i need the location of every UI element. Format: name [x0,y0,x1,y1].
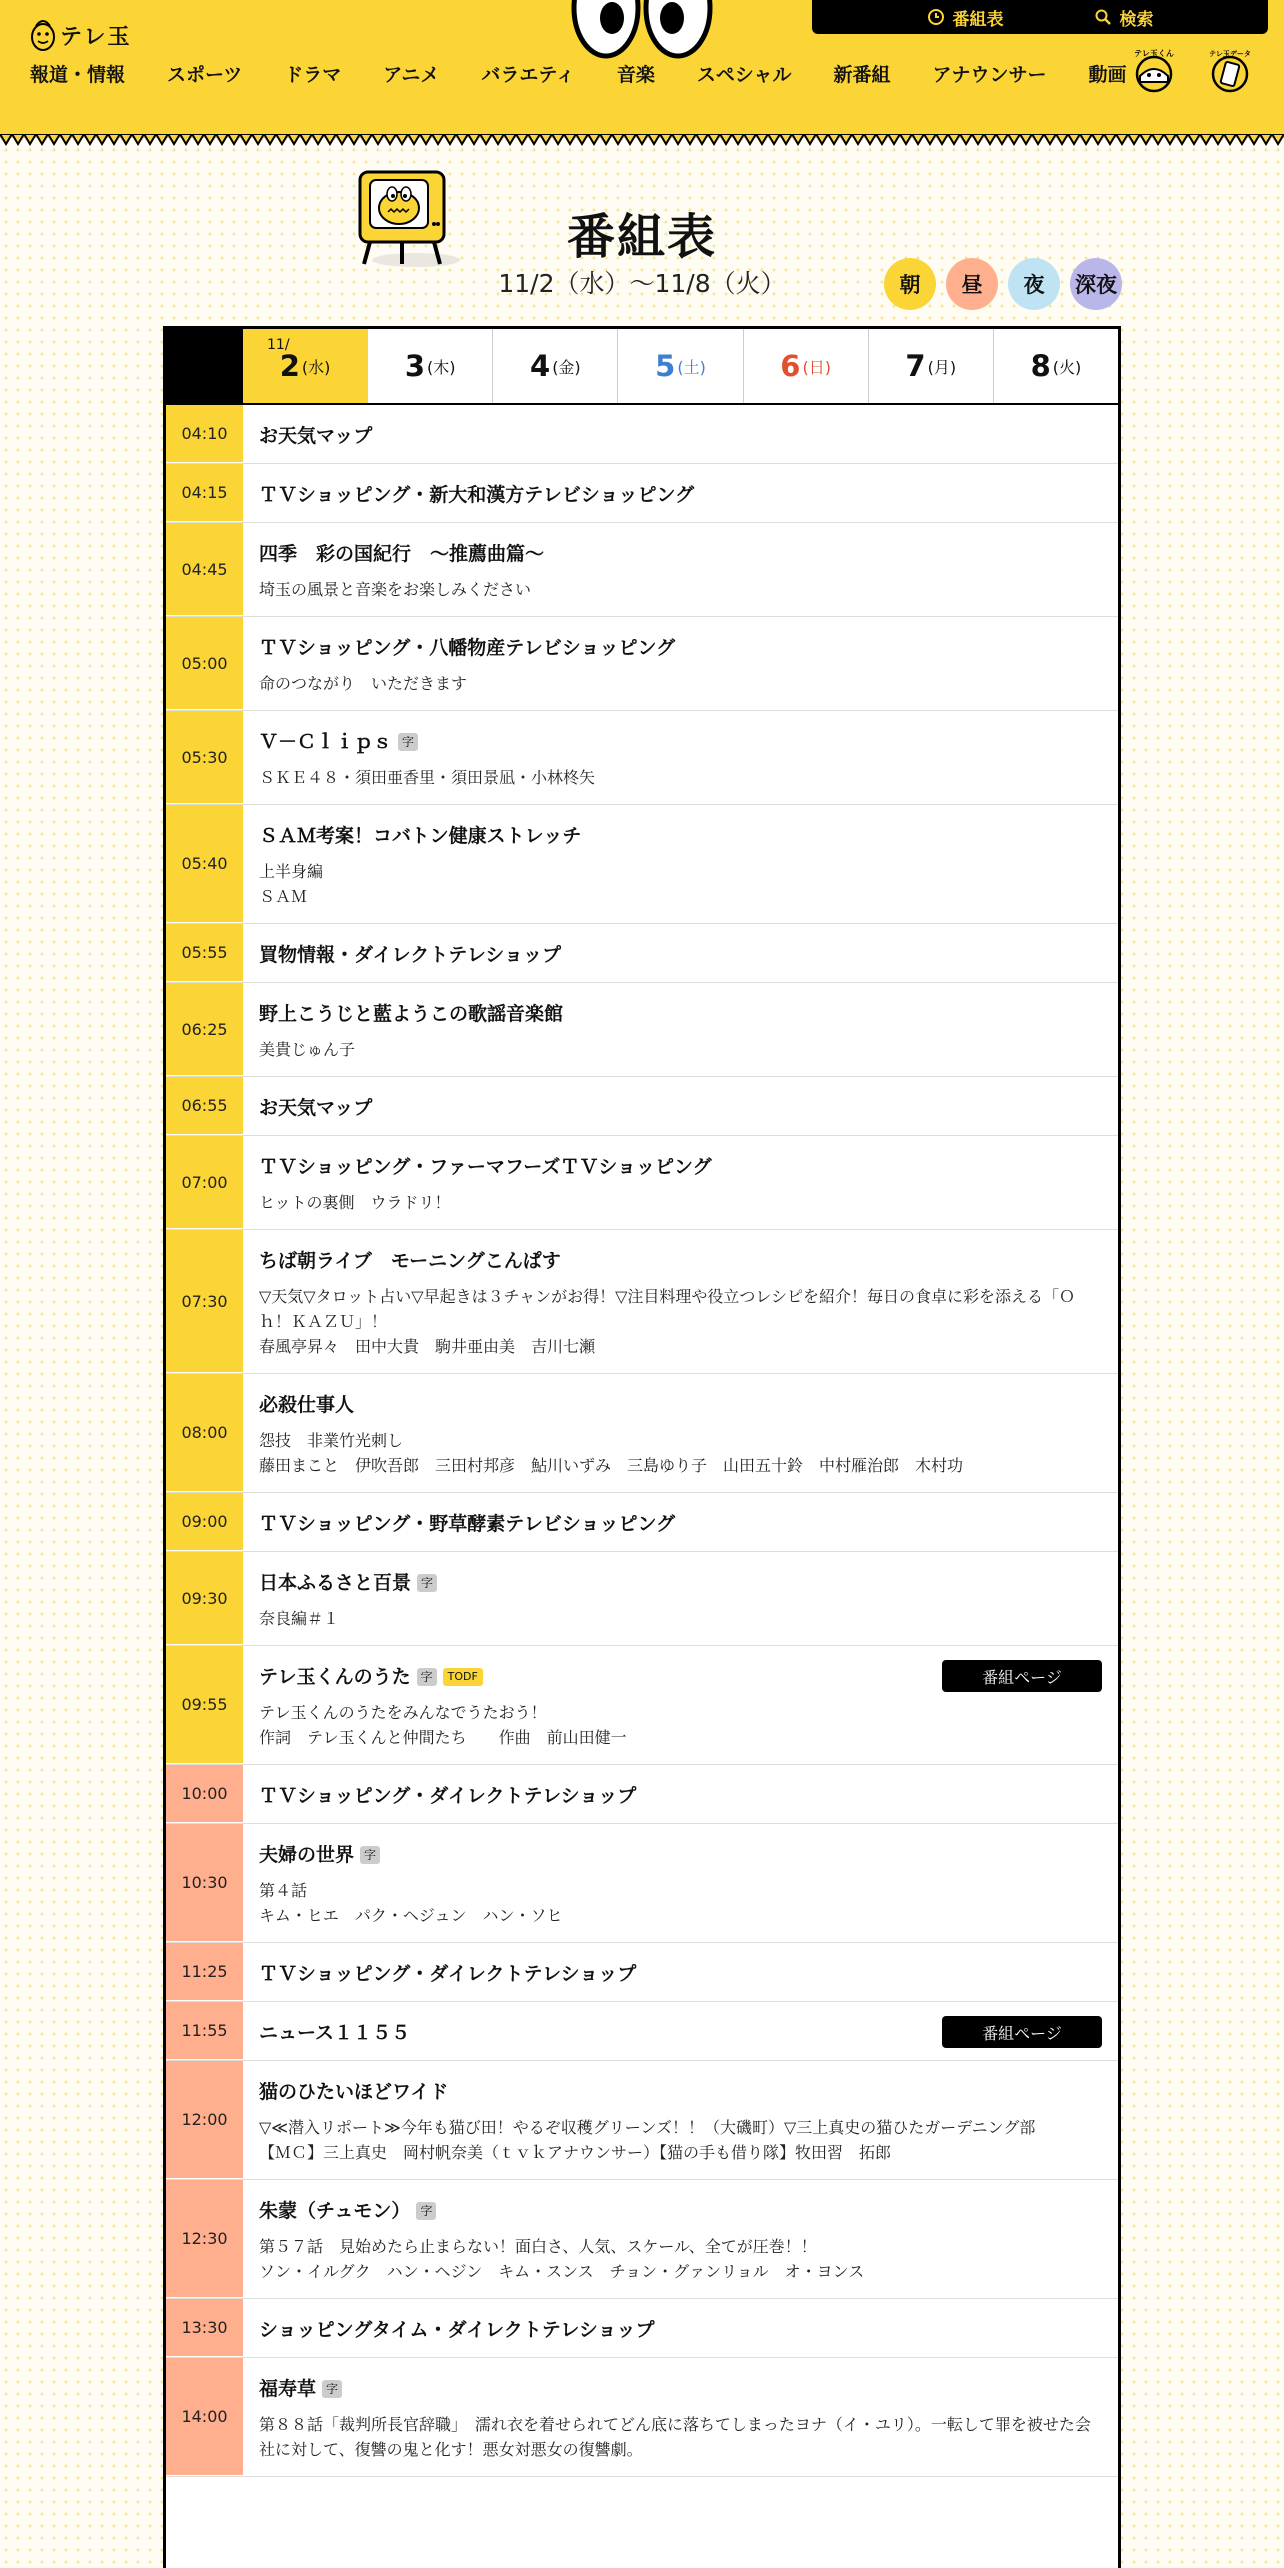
program-description: 第４話 キム・ヒエ パク・ヘジュン ハン・ソヒ [259,1881,563,1925]
night-button[interactable]: 夜 [1008,258,1060,310]
program-cell [243,1230,1118,1373]
program-title[interactable]: ＴＶショッピング・ファーマフーズＴＶショッピング [259,1156,712,1178]
program-page-button[interactable]: 番組ページ [942,1660,1102,1692]
daytime-button[interactable]: 昼 [946,258,998,310]
day-tab-month: 11/ [267,337,290,353]
day-tab[interactable] [493,329,618,403]
program-time: 10:30 [166,1824,243,1942]
program-time: 12:30 [166,2180,243,2298]
program-cell [243,1943,1118,2001]
data-broadcast-icon[interactable] [1206,48,1254,96]
program-title[interactable]: ショッピングタイム・ダイレクトテレショップ [259,2319,655,2341]
program-row[interactable] [166,1824,1118,1943]
program-title[interactable]: お天気マップ [259,425,373,447]
program-row[interactable] [166,523,1118,617]
site-header [0,0,1284,138]
program-time: 09:55 [166,1646,243,1764]
program-title[interactable]: ＴＶショッピング・野草酵素テレビショッピング [259,1513,676,1535]
program-title[interactable]: ＴＶショッピング・ダイレクトテレショップ [259,1785,637,1807]
day-tab-number: 8 [1030,349,1051,383]
program-cell [243,2061,1118,2179]
program-title[interactable]: ＴＶショッピング・新大和漢方テレビショッピング [259,484,695,506]
day-tab[interactable] [618,329,743,403]
program-time: 04:15 [166,464,243,522]
program-time: 05:40 [166,805,243,923]
program-cell [243,2358,1118,2476]
program-time: 08:00 [166,1374,243,1492]
program-time: 12:00 [166,2061,243,2179]
program-title-line [259,1961,1102,1987]
program-cell [243,1374,1118,1492]
program-cell [243,1136,1118,1229]
site-logo[interactable] [30,18,132,52]
program-cell [243,2299,1118,2357]
program-row[interactable] [166,2358,1118,2477]
program-title[interactable]: Ｖ－Ｃｌｉｐｓ [259,731,393,753]
program-title-line [259,1842,1102,1868]
program-cell [243,617,1118,710]
mascot-eyes-icon [568,0,716,60]
day-tab-weekday: (金) [552,357,581,377]
nav-drama[interactable]: ドラマ [284,64,342,86]
day-tab-weekday: (水) [301,357,331,377]
program-title[interactable]: 猫のひたいほどワイド [259,2081,449,2103]
program-title[interactable]: 必殺仕事人 [259,1394,355,1416]
program-title-line [259,823,1102,849]
program-title-line [259,423,1102,449]
day-tab-weekday: (日) [802,357,831,377]
nav-sports[interactable]: スポーツ [167,64,243,86]
program-time: 11:55 [166,2002,243,2060]
todf-badge: TODF [443,1668,483,1686]
program-title[interactable]: 四季 彩の国紀行 ～推薦曲篇～ [259,543,545,565]
program-cell [243,1646,1118,1764]
program-time: 05:55 [166,924,243,982]
schedule-table [163,326,1121,2568]
program-title-line [259,1154,1102,1180]
program-cell [243,2002,1118,2060]
program-title[interactable]: 日本ふるさと百景 [259,1572,412,1594]
clock-icon [927,8,945,26]
program-row[interactable] [166,1077,1118,1136]
program-cell [243,1824,1118,1942]
program-title-line [259,1570,1102,1596]
program-row[interactable] [166,2299,1118,2358]
program-cell [243,1493,1118,1551]
program-title-line [259,541,1102,567]
program-description: 埼玉の風景と音楽をお楽しみください [259,580,532,599]
program-row[interactable] [166,1374,1118,1493]
program-cell [243,2180,1118,2298]
day-tab-weekday: (土) [677,357,706,377]
program-time: 11:25 [166,1943,243,2001]
program-time: 05:30 [166,711,243,804]
program-cell [243,1552,1118,1645]
day-tabs [166,329,1118,405]
program-title-line [259,2079,1102,2105]
tele-tama-kun-icon[interactable] [1130,48,1178,96]
nav-variety[interactable]: バラエティ [481,64,575,86]
logo-text: テレ玉 [60,24,132,50]
program-row[interactable] [166,1765,1118,1824]
day-tab-number: 6 [780,349,801,383]
program-description: 第８８話「裁判所長官辞職」 濡れ衣を着せられてどん底に落ちてしまったヨナ（イ・ユリ）。一転して罪を被せた会社に対して、復讐の鬼と化す！悪女対悪女の復讐劇。 [259,2415,1091,2459]
program-time: 04:45 [166,523,243,616]
main-nav [30,60,1127,87]
program-description: 命のつながり いただきます [259,674,468,693]
schedule-link-label: 番組表 [952,9,1004,30]
program-time: 14:00 [166,2358,243,2476]
time-of-day-filter [884,258,1122,310]
top-utility-bar [812,0,1268,34]
nav-news[interactable]: 報道・情報 [30,64,126,86]
program-title[interactable]: ＴＶショッピング・八幡物産テレビショッピング [259,637,676,659]
program-title[interactable]: ＳＡＭ考案！コバトン健康ストレッチ [259,825,582,847]
program-row[interactable] [166,2061,1118,2180]
table-corner [166,329,243,403]
search-icon [1094,8,1112,26]
program-row[interactable] [166,1493,1118,1552]
program-title[interactable]: ＴＶショッピング・ダイレクトテレショップ [259,1963,637,1985]
program-row[interactable] [166,405,1118,464]
program-description: 怨技 非業竹光刺し 藤田まこと 伊吹吾郎 三田村邦彦 鮎川いずみ 三島ゆり子 山田五十鈴 中村雁治郎 木村功 [259,1431,964,1475]
day-tab[interactable] [243,329,368,403]
program-title[interactable]: 買物情報・ダイレクトテレショップ [259,944,562,966]
subtitle-badge: 字 [360,1846,380,1864]
day-tab-weekday: (木) [427,357,456,377]
tele-tama-kun-label: テレ玉くん [1134,49,1174,58]
program-row[interactable] [166,924,1118,983]
schedule-link[interactable] [927,5,1004,30]
program-title[interactable]: 野上こうじと藍ようこの歌謡音楽館 [259,1003,564,1025]
program-row[interactable] [166,805,1118,924]
program-description: ▽≪潜入リポート≫今年も猫び田！やるぞ収穫グリーンズ！！（大磯町）▽三上真史の猫ひたガーデニング部 【ＭＣ】三上真史 岡村帆奈美（ｔｖｋアナウンサー）【猫の手も借り隊】牧田習 拓郎 [259,2118,1036,2162]
program-title-line [259,1248,1102,1274]
subtitle-badge: 字 [416,2202,436,2220]
program-time: 10:00 [166,1765,243,1823]
program-time: 09:30 [166,1552,243,1645]
program-description: 上半身編 ＳＡＭ [259,862,324,906]
program-row[interactable] [166,711,1118,805]
program-description: ＳＫＥ４８・須田亜香里・須田景凪・小林柊矢 [259,768,596,787]
late-night-button[interactable]: 深夜 [1070,258,1122,310]
program-title[interactable]: 福寿草 [259,2378,317,2400]
program-cell [243,1765,1118,1823]
program-title[interactable]: ちば朝ライブ モーニングこんぱす [259,1250,561,1272]
program-time: 06:55 [166,1077,243,1135]
data-broadcast-label: テレ玉データ [1209,50,1251,58]
program-title-line [259,1392,1102,1418]
program-title-line [259,2198,1102,2224]
subtitle-badge: 字 [322,2380,342,2398]
nav-announcers[interactable]: アナウンサー [932,64,1047,86]
program-list [166,405,1118,2477]
program-title-line [259,1001,1102,1027]
program-cell [243,405,1118,463]
subtitle-badge: 字 [398,733,418,751]
program-title-line [259,1511,1102,1537]
program-description: テレ玉くんのうたをみんなでうたおう！ 作詞 テレ玉くんと仲間たち 作曲 前山田健一 [259,1703,627,1747]
program-time: 04:10 [166,405,243,463]
nav-new-programs[interactable]: 新番組 [833,64,891,86]
header-zigzag-edge [0,134,1284,148]
program-title[interactable]: お天気マップ [259,1097,373,1119]
program-title[interactable]: 朱蒙（チュモン） [259,2200,411,2222]
program-description: ヒットの裏側 ウラドリ！ [259,1193,451,1212]
program-time: 06:25 [166,983,243,1076]
program-row[interactable] [166,464,1118,523]
day-tab-number: 5 [655,349,676,383]
subtitle-badge: 字 [417,1574,437,1592]
program-cell [243,1077,1118,1135]
program-cell [243,523,1118,616]
program-row[interactable] [166,1943,1118,2002]
program-description: 第５７話 見始めたら止まらない！面白さ、人気、スケール、全てが圧巻！！ ソン・イルグク ハン・ヘジン キム・スンス チョン・グァンリョル オ・ヨンス [259,2237,865,2281]
program-title[interactable]: 夫婦の世界 [259,1844,355,1866]
morning-button[interactable]: 朝 [884,258,936,310]
program-description: 奈良編＃１ [259,1609,340,1628]
day-tab-weekday: (火) [1052,357,1082,377]
search-link[interactable] [1094,5,1154,30]
program-row[interactable] [166,1552,1118,1646]
program-row[interactable] [166,2002,1118,2061]
program-title-line [259,729,1102,755]
nav-anime[interactable]: アニメ [383,64,440,86]
program-title-line [259,942,1102,968]
program-row[interactable] [166,1646,1118,1765]
program-row[interactable] [166,983,1118,1077]
day-tab[interactable] [744,329,869,403]
program-cell [243,464,1118,522]
program-title[interactable]: テレ玉くんのうた [259,1666,411,1688]
day-tab-number: 3 [404,349,426,383]
program-row[interactable] [166,1230,1118,1374]
program-time: 13:30 [166,2299,243,2357]
program-page-button[interactable]: 番組ページ [942,2016,1102,2048]
program-title[interactable]: ニュース１１５５ [259,2022,411,2044]
page-title: 番組表 [566,209,717,265]
subtitle-badge: 字 [417,1668,437,1686]
program-time: 07:00 [166,1136,243,1229]
program-row[interactable] [166,1136,1118,1230]
program-title-line [259,2317,1102,2343]
program-time: 07:30 [166,1230,243,1373]
nav-special[interactable]: スペシャル [696,64,792,86]
day-tab[interactable] [869,329,994,403]
program-description: 美貴じゅん子 [259,1040,356,1059]
day-tab[interactable] [994,329,1118,403]
program-title-line [259,1783,1102,1809]
day-tab-number: 2 [279,349,300,383]
date-range: 11/2（水）〜11/8（火） [498,269,786,298]
program-description: ▽天気▽タロット占い▽早起きは３チャンがお得！▽注目料理や役立つレシピを紹介！毎日の食卓に彩を添える「Ｏｈ！ＫＡＺＵ」！ 春風亭昇々 田中大貴 駒井亜由美 吉川七瀬 [259,1287,1076,1356]
program-title-line [259,1095,1102,1121]
program-title-line [259,635,1102,661]
day-tab-number: 7 [905,349,926,383]
day-tab[interactable] [368,329,493,403]
program-time: 09:00 [166,1493,243,1551]
program-time: 05:00 [166,617,243,710]
program-title-line [259,2376,1102,2402]
program-row[interactable] [166,617,1118,711]
program-cell [243,983,1118,1076]
program-cell [243,805,1118,923]
program-cell [243,711,1118,804]
program-title-line [259,482,1102,508]
nav-videos[interactable]: 動画 [1088,64,1127,86]
day-tab-weekday: (月) [927,357,957,377]
program-row[interactable] [166,2180,1118,2299]
day-tab-number: 4 [530,349,551,383]
nav-music[interactable]: 音楽 [616,64,655,86]
program-cell [243,924,1118,982]
tele-tama-mascot-icon [30,18,56,52]
search-link-label: 検索 [1119,9,1154,30]
